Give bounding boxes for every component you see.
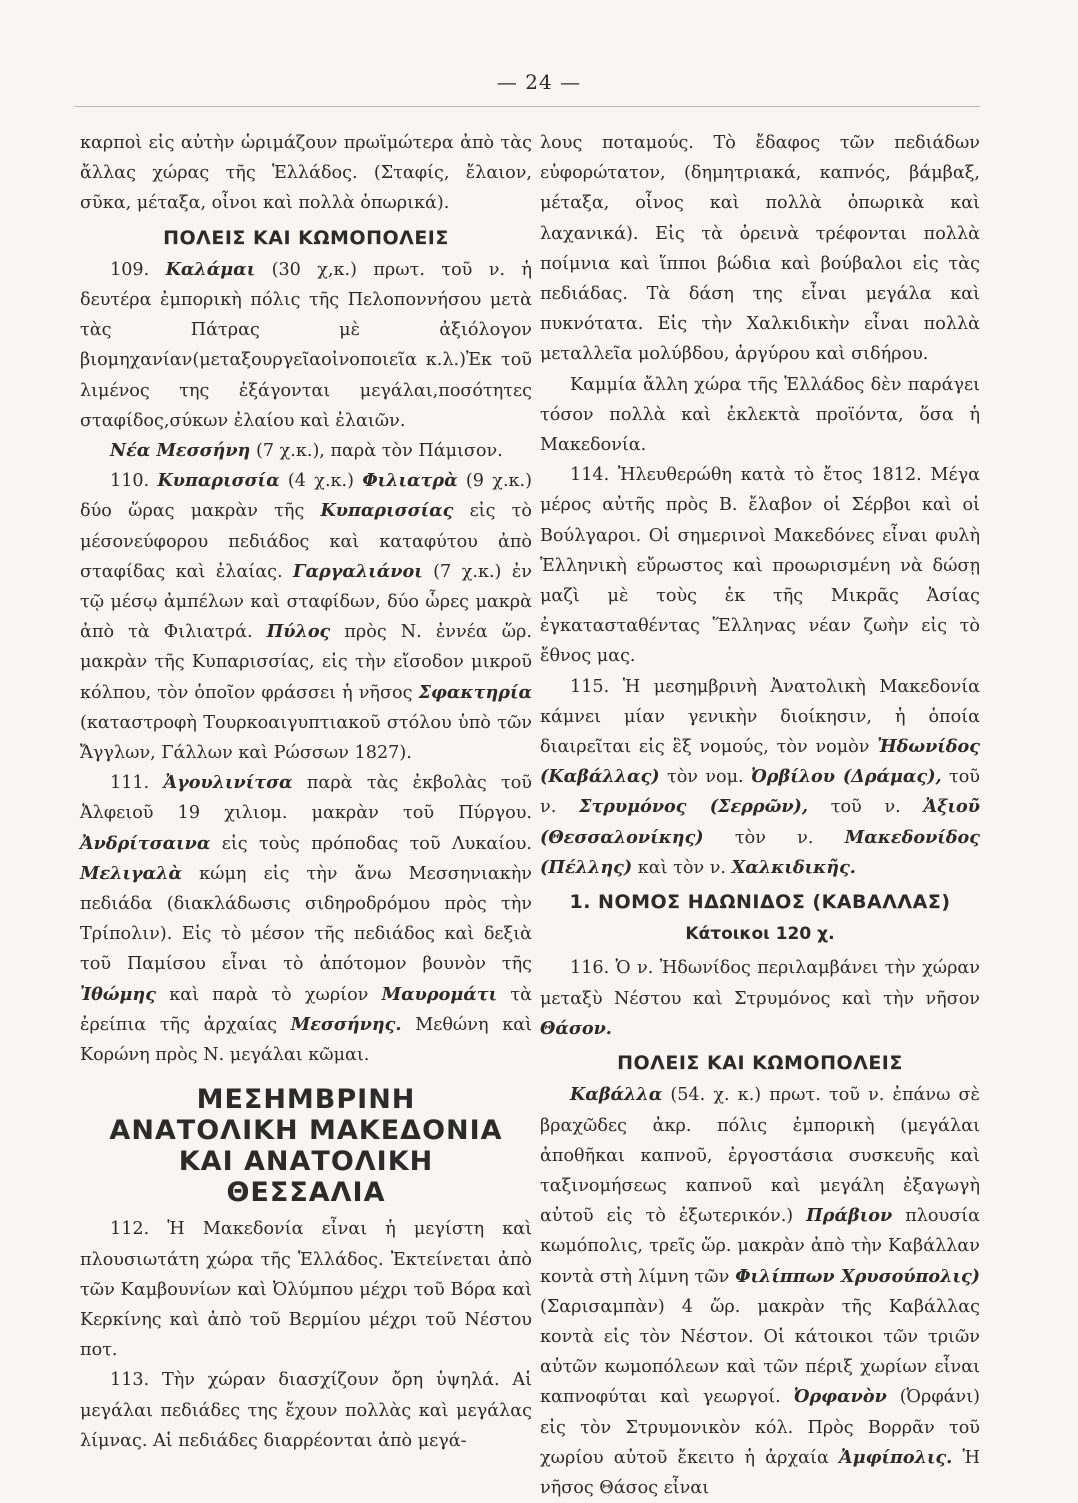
text: 116. Ὁ ν. Ἠδωνίδος περιλαμβάνει τὴν χώραν μεταξὺ Νέστου καὶ Στρυμόνος καὶ τὴν νῆσον: [540, 958, 980, 1009]
text: πρὸς Ν. ἐννέα ὥρ. μακρὰν τῆς Κυπαρισσίας, εἰς τὴν εἴσοδον μικροῦ κόλπου, τὸν ὁποῖον φράσσει ἡ νῆσος: [80, 622, 532, 703]
left-column: [80, 128, 532, 1456]
text: (4 χ.κ.): [279, 471, 363, 492]
place-name: Γαργαλιάνοι: [293, 560, 423, 582]
text: (9 χ.κ.) δύο ὥρας μακρὰν τῆς: [80, 471, 532, 522]
header-rule: [75, 106, 980, 107]
text: (Σαρισαμπὰν) 4 ὥρ. μακρὰν τῆς Καβάλλας κοντὰ εἰς τὸν Νέστον. Οἱ κάτοικοι τῶν τριῶν αὐτῶν κωμοπόλεων καὶ τῶν πέριξ χωρίων εἶναι καπνοφύται καὶ γεωργοί.: [540, 1296, 980, 1408]
place-name: Μακεδονίδος (Πέλλης): [540, 826, 980, 878]
paragraph-115: [540, 672, 980, 883]
place-name: Μελιγαλὰ: [80, 862, 183, 884]
text: τὰ ἐρείπια τῆς ἀρχαίας: [80, 984, 532, 1035]
section-heading-cities: ΠΟΛΕΙΣ ΚΑΙ ΚΩΜΟΠΟΛΕΙΣ: [163, 226, 449, 249]
place-name: Κυπαρισσία: [157, 470, 280, 492]
text: τὸν ν.: [703, 827, 845, 848]
text: Ἡ νῆσος Θάσος εἶναι: [540, 1447, 980, 1498]
chapter-heading-line: ΚΑΙ ΑΝΑΤΟΛΙΚΗ: [178, 1146, 434, 1178]
paragraph-kavala: [540, 1080, 980, 1503]
text: καὶ τὸν ν.: [632, 857, 732, 878]
section-heading-prefecture: 1. ΝΟΜΟΣ ΗΔΩΝΙΔΟΣ (ΚΑΒΑΛΛΑΣ): [569, 891, 951, 914]
text: παρὰ τὰς ἐκβολὰς τοῦ Ἀλφειοῦ 19 χιλιομ. μακρὰν τοῦ Πύργου.: [80, 773, 532, 824]
paragraph-112: 112. Ἡ Μακεδονία εἶναι ἡ μεγίστη καὶ πλουσιωτάτη χώρα τῆς Ἑλλάδος. Ἐκτείνεται ἀπὸ τῶν Καμβουνίων καὶ Ὀλύμπου μέχρι τοῦ Βόρα καὶ Κερκίνης καὶ ἀπὸ τοῦ Βερμίου μέχρι τοῦ Νέστου ποτ.: [80, 1219, 532, 1361]
place-name: Ἀξιοῦ (Θεσσαλονίκης): [540, 796, 980, 848]
place-name: Πύλος: [266, 621, 331, 643]
text: πλουσία κωμόπολις, τρεῖς ὥρ. μακρὰν ἀπὸ τὴν Καβάλλαν κοντὰ στὴ λίμνη τῶν: [540, 1206, 980, 1287]
place-name: Ὀρφανὸν: [793, 1386, 887, 1408]
paragraph-number: 109.: [110, 259, 166, 280]
section-heading-cities-2: ΠΟΛΕΙΣ ΚΑΙ ΚΩΜΟΠΟΛΕΙΣ: [617, 1052, 903, 1075]
place-name: Ἀνδρίτσαινα: [80, 832, 211, 854]
paragraph-110: [80, 466, 532, 768]
text: 115. Ἡ μεσημβρινὴ Ἀνατολικὴ Μακεδονία κάμνει μίαν γενικὴν διοίκησιν, ἡ ὁποία διαιρεῖται εἰς ἓξ νομούς, τὸν νομὸν: [540, 676, 980, 758]
place-name: Πράβιον: [806, 1205, 893, 1227]
text: (54. χ. κ.) πρωτ. τοῦ ν. ἐπάνω σὲ βραχῶδες ἀκρ. πόλις ἐμπορικὴ (μεγάλαι ἀποθῆκαι καπνοῦ, ἐργοστάσια συσκευῆς καὶ ταξινομήσεως καπνοῦ καὶ μεγάλη ἐξαγωγὴ αὐτοῦ εἰς τὸ ἐξωτερικόν.): [540, 1085, 980, 1227]
place-name: Ὀρβίλου (Δράμας),: [750, 766, 942, 788]
paragraph-111: [80, 768, 532, 1070]
place-name: Ἰθώμης: [80, 983, 156, 1005]
place-name: Στρυμόνος (Σερρῶν),: [579, 796, 808, 818]
population-subheading: Κάτοικοι 120 χ.: [685, 924, 835, 945]
chapter-heading: [80, 1084, 532, 1208]
text: (7 χ.κ.) ἐν τῷ μέσῳ ἀμπέλων καὶ σταφίδων, δύο ὧρες μακρὰ ἀπὸ τὰ Φιλιατρά.: [80, 561, 532, 643]
place-name: Φιλίππων Χρυσούπολις): [735, 1265, 981, 1287]
text: κώμη εἰς τὴν ἄνω Μεσσηνιακὴν πεδιάδα (διακλάδωσις σιδηροδρόμου πρὸς τὴν Τρίπολιν). Εἰς τὸ μέσον τῆς πεδιάδος καὶ δεξιὰ τοῦ Παμίσου εἶναι τὸ ἀπότομον βουνὸν τῆς: [80, 863, 532, 975]
place-name: Ἠδωνίδος (Καβάλλας): [540, 736, 980, 788]
paragraph-116: [540, 953, 980, 1044]
right-column: [540, 128, 980, 1503]
chapter-heading-line: ΘΕΣΣΑΛΙΑ: [226, 1177, 386, 1209]
place-name: Σφακτηρία: [418, 681, 532, 703]
page-number: — 24 —: [496, 70, 582, 94]
paragraph-109-cont: [80, 436, 532, 466]
paragraph-113: 113. Τὴν χώραν διασχίζουν ὄρη ὑψηλά. Αἱ μεγάλαι πεδιάδες της ἔχουν πολλὰς καὶ μεγάλας λίμνας. Αἱ πεδιάδες διαρρέονται ἀπὸ μεγά-: [80, 1370, 532, 1451]
paragraph-114: 114. Ἠλευθερώθη κατὰ τὸ ἔτος 1812. Μέγα μέρος αὐτῆς πρὸς Β. ἔλαβον οἱ Σέρβοι καὶ οἱ Βούλγαροι. Οἱ σημερινοὶ Μακεδόνες εἶναι φυλὴ Ἑλληνικὴ εὔρωστος καὶ προωρισμένη νὰ δώσῃ μαζὶ μὲ τοὺς ἐκ τῆς Μικρᾶς Ἀσίας ἐγκατασταθέντας Ἕλληνας νέαν ζωὴν εἰς τὸ ἔθνος μας.: [540, 465, 980, 667]
paragraph-number: 111.: [110, 773, 164, 794]
place-name: Καλάμαι: [165, 258, 256, 280]
text: τὸν νομ.: [659, 767, 751, 788]
place-name: Καβάλλα: [570, 1084, 663, 1106]
place-name: Ἀγουλινίτσα: [163, 772, 293, 794]
text: εἰς τοὺς πρόποδας τοῦ Λυκαίου.: [210, 833, 532, 854]
place-name: Κυπαρισσίας: [320, 500, 454, 522]
chapter-heading-line: ΜΕΣΗΜΒΡΙΝΗ: [196, 1084, 416, 1116]
place-name: Θάσον.: [540, 1017, 612, 1039]
text: (καταστροφὴ Τουρκοαιγυπτιακοῦ στόλου ὑπὸ τῶν Ἄγγλων, Γάλλων καὶ Ρώσσων 1827).: [80, 712, 532, 764]
place-name: Νέα Μεσσήνη: [110, 440, 251, 462]
paragraph-products: Καμμία ἄλλη χώρα τῆς Ἑλλάδος δὲν παράγει τόσον πολλὰ καὶ ἐκλεκτὰ προϊόντα, ὅσα ἡ Μακεδονία.: [540, 374, 980, 456]
text: (30 χ,κ.) πρωτ. τοῦ ν. ἡ δευτέρα ἐμπορικὴ πόλις τῆς Πελοποννήσου μετὰ τὰς Πάτρας μὲ ἀξιόλογον βιομηχανίαν(μεταξουργεῖαοἰνοποιεῖα κ.λ.)Ἐκ τοῦ λιμένος της ἐξάγονται μεγάλαι,ποσότητες σταφίδος,σύκων ἐλαίου καὶ ἐλαιῶν.: [80, 259, 532, 431]
text: καὶ παρὰ τὸ χωρίον: [155, 984, 382, 1005]
text: εἰς τὸ μέσονεύφορου πεδιάδος καὶ καταφύτου ἀπὸ σταφίδας καὶ ἐλαίας.: [80, 501, 532, 582]
text: (7 χ.κ.), παρὰ τὸν Πάμισον.: [250, 441, 503, 462]
text: τοῦ ν.: [808, 797, 924, 818]
place-name: Μαυρομάτι: [381, 983, 498, 1005]
place-name: Ἀμφίπολις.: [839, 1446, 953, 1468]
text: Μεθώνη καὶ Κορώνη πρὸς Ν. μεγάλαι κῶμαι.: [80, 1014, 532, 1066]
text: (Ὀρφάνι) εἰς τὸν Στρυμονικὸν κόλ. Πρὸς Βορρᾶν τοῦ χωρίου αὐτοῦ ἔκειτο ἡ ἀρχαία: [540, 1387, 980, 1468]
chapter-heading-line: ΑΝΑΤΟΛΙΚΗ ΜΑΚΕΔΟΝΙΑ: [109, 1115, 503, 1147]
place-name: Φιλιατρὰ: [362, 470, 458, 492]
paragraph-intro: καρποὶ εἰς αὐτὴν ὡριμάζουν πρωϊμώτερα ἀπὸ τὰς ἄλλας χώρας τῆς Ἑλλάδος. (Σταφίς, ἔλαιον, σῦκα, μέταξα, οἶνοι καὶ πολλὰ ὀπωρικά).: [80, 133, 532, 214]
text: τοῦ ν.: [540, 767, 980, 818]
paragraph-continued: λους ποταμούς. Τὸ ἔδαφος τῶν πεδιάδων εὐφορώτατον, (δημητριακά, καπνός, βάμβαξ, μέταξα, οἶνος καὶ πολλὰ ὀπωρικὰ καὶ λαχανικά). Εἰς τὰ ὀρεινὰ τρέφονται πολλὰ ποίμνια καὶ ἵπποι βώδια καὶ βούβαλοι εἰς τὰς πεδιάδας. Τὰ δάση της εἶναι μεγάλα καὶ πυκνότατα. Εἰς τὴν Χαλκιδικὴν εἶναι πολλὰ μεταλλεῖα μολύβδου, ἀργύρου καὶ σιδήρου.: [540, 133, 980, 365]
place-name: Μεσσήνης.: [290, 1013, 402, 1035]
paragraph-number: 110.: [110, 471, 158, 492]
paragraph-109: [80, 255, 532, 436]
place-name: Χαλκιδικῆς.: [731, 856, 856, 878]
